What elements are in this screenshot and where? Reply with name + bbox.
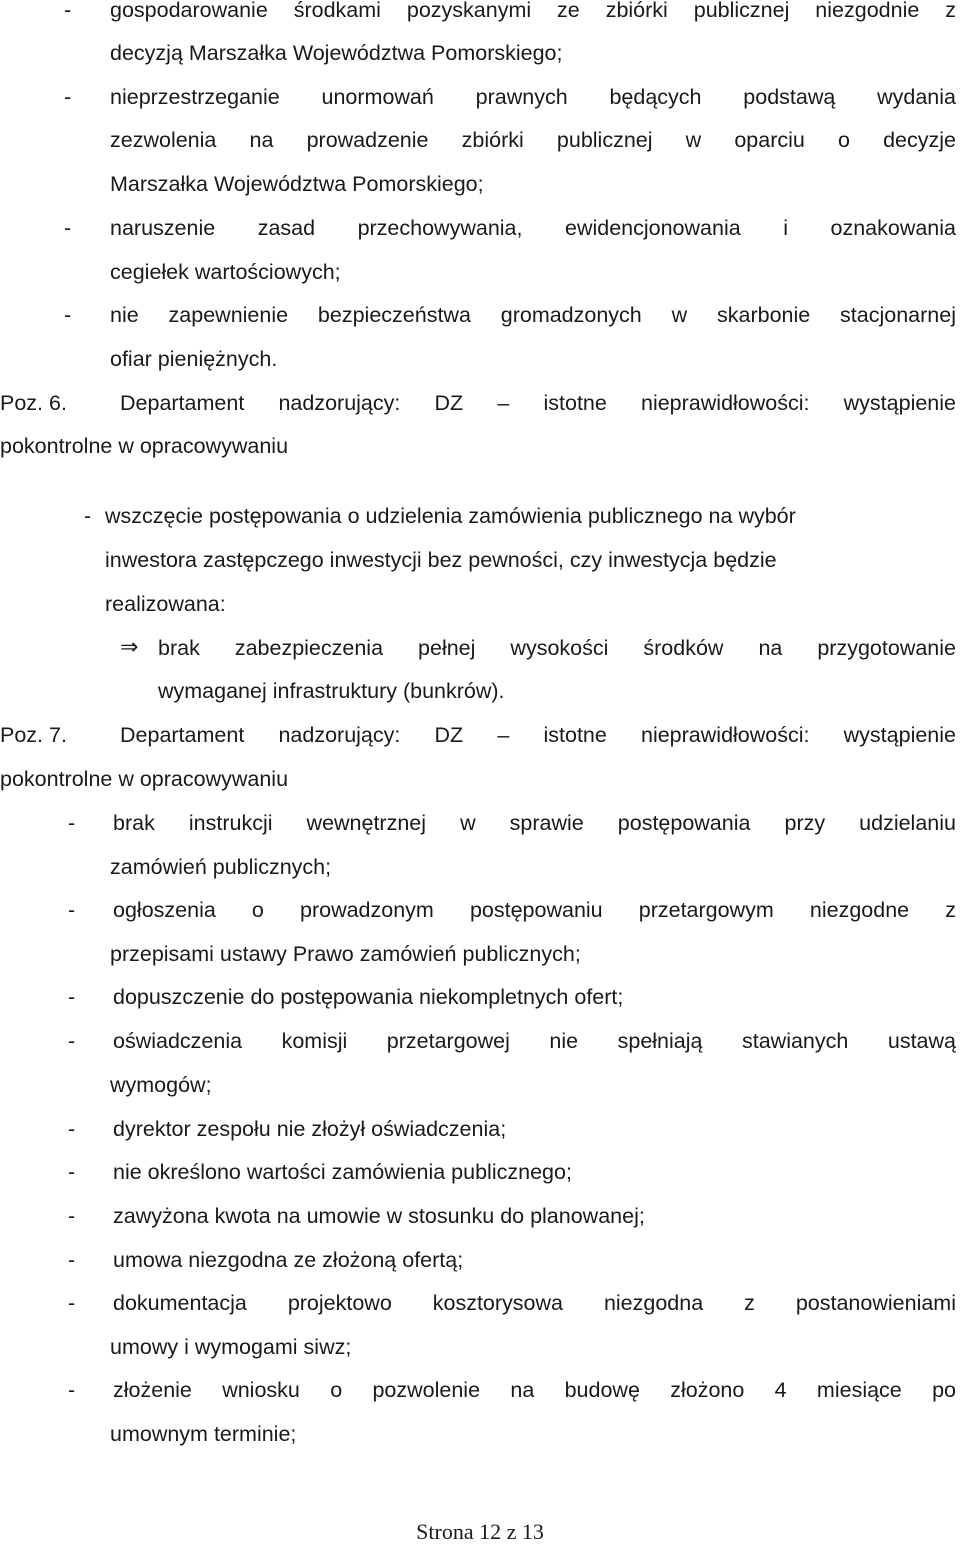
list-marker: - [64, 0, 72, 22]
list-item-text: zamówień publicznych; [110, 855, 332, 879]
list-item-text: umowy i wymogami siwz; [110, 1335, 352, 1359]
list-marker: - [68, 1291, 76, 1315]
list-item-text: umownym terminie; [110, 1422, 297, 1446]
list-item-text: przepisami ustawy Prawo zamówień publicznych; [110, 942, 581, 966]
position-number: Poz. 6. [0, 391, 67, 415]
list-marker: - [68, 1248, 76, 1272]
position-number: Poz. 7. [0, 723, 67, 747]
list-item-text: wszczęcie postępowania o udzielenia zamówienia publicznego na wybór [105, 504, 796, 528]
list-item-text: Marszałka Województwa Pomorskiego; [110, 172, 484, 196]
page-number-footer: Strona 12 z 13 [416, 1519, 544, 1544]
list-item-text: umowa niezgodna ze złożoną ofertą; [113, 1248, 464, 1272]
list-marker: - [68, 1378, 76, 1402]
position-heading: Departament nadzorujący: DZ – istotne nieprawidłowości: wystąpienie [120, 391, 956, 415]
list-item-text: ogłoszenia o prowadzonym postępowaniu przetargowym niezgodne z [113, 898, 956, 922]
position-heading-continued: pokontrolne w opracowywaniu [0, 434, 289, 458]
list-marker: - [64, 85, 72, 109]
list-item-text: inwestora zastępczego inwestycji bez pewności, czy inwestycja będzie [105, 548, 777, 572]
list-item-text: nie zapewnienie bezpieczeństwa gromadzonych w skarbonie stacjonarnej [110, 303, 956, 327]
list-marker: - [84, 504, 92, 528]
list-marker: - [64, 303, 72, 327]
list-item-text: wymogów; [110, 1073, 212, 1097]
implies-arrow-icon: ⇒ [120, 635, 139, 660]
list-item-text: brak instrukcji wewnętrznej w sprawie postępowania przy udzielaniu [113, 811, 956, 835]
list-marker: - [68, 985, 76, 1009]
list-item-text: decyzją Marszałka Województwa Pomorskiego; [110, 41, 563, 65]
list-item-text: dokumentacja projektowo kosztorysowa niezgodna z postanowieniami [113, 1291, 956, 1315]
list-item-text: dopuszczenie do postępowania niekompletnych ofert; [113, 985, 624, 1009]
list-item-text: dyrektor zespołu nie złożył oświadczenia; [113, 1117, 507, 1141]
sub-list-item-text: wymaganej infrastruktury (bunkrów). [158, 679, 505, 703]
list-item-text: gospodarowanie środkami pozyskanymi ze zbiórki publicznej niezgodnie z [110, 0, 956, 22]
list-marker: - [68, 1117, 76, 1141]
list-item-text: cegiełek wartościowych; [110, 260, 341, 284]
list-marker: - [68, 1029, 76, 1053]
list-item-text: zawyżona kwota na umowie w stosunku do planowanej; [113, 1204, 645, 1228]
list-item-text: zezwolenia na prowadzenie zbiórki publicznej w oparciu o decyzje [110, 128, 956, 152]
list-item-text: nieprzestrzeganie unormowań prawnych będących podstawą wydania [110, 85, 956, 109]
list-item-text: oświadczenia komisji przetargowej nie spełniają stawianych ustawą [113, 1029, 956, 1053]
position-heading-continued: pokontrolne w opracowywaniu [0, 767, 289, 791]
list-marker: - [68, 1204, 76, 1228]
list-item-text: nie określono wartości zamówienia publicznego; [113, 1160, 572, 1184]
list-marker: - [64, 216, 72, 240]
list-item-text: naruszenie zasad przechowywania, ewidencjonowania i oznakowania [110, 216, 956, 240]
list-marker: - [68, 811, 76, 835]
position-heading: Departament nadzorujący: DZ – istotne nieprawidłowości: wystąpienie [120, 723, 956, 747]
list-marker: - [68, 898, 76, 922]
sub-list-item-text: brak zabezpieczenia pełnej wysokości środków na przygotowanie [158, 636, 956, 660]
list-marker: - [68, 1160, 76, 1184]
list-item-text: realizowana: [105, 592, 226, 616]
list-item-text: złożenie wniosku o pozwolenie na budowę złożono 4 miesiące po [113, 1378, 956, 1402]
list-item-text: ofiar pieniężnych. [110, 347, 278, 371]
